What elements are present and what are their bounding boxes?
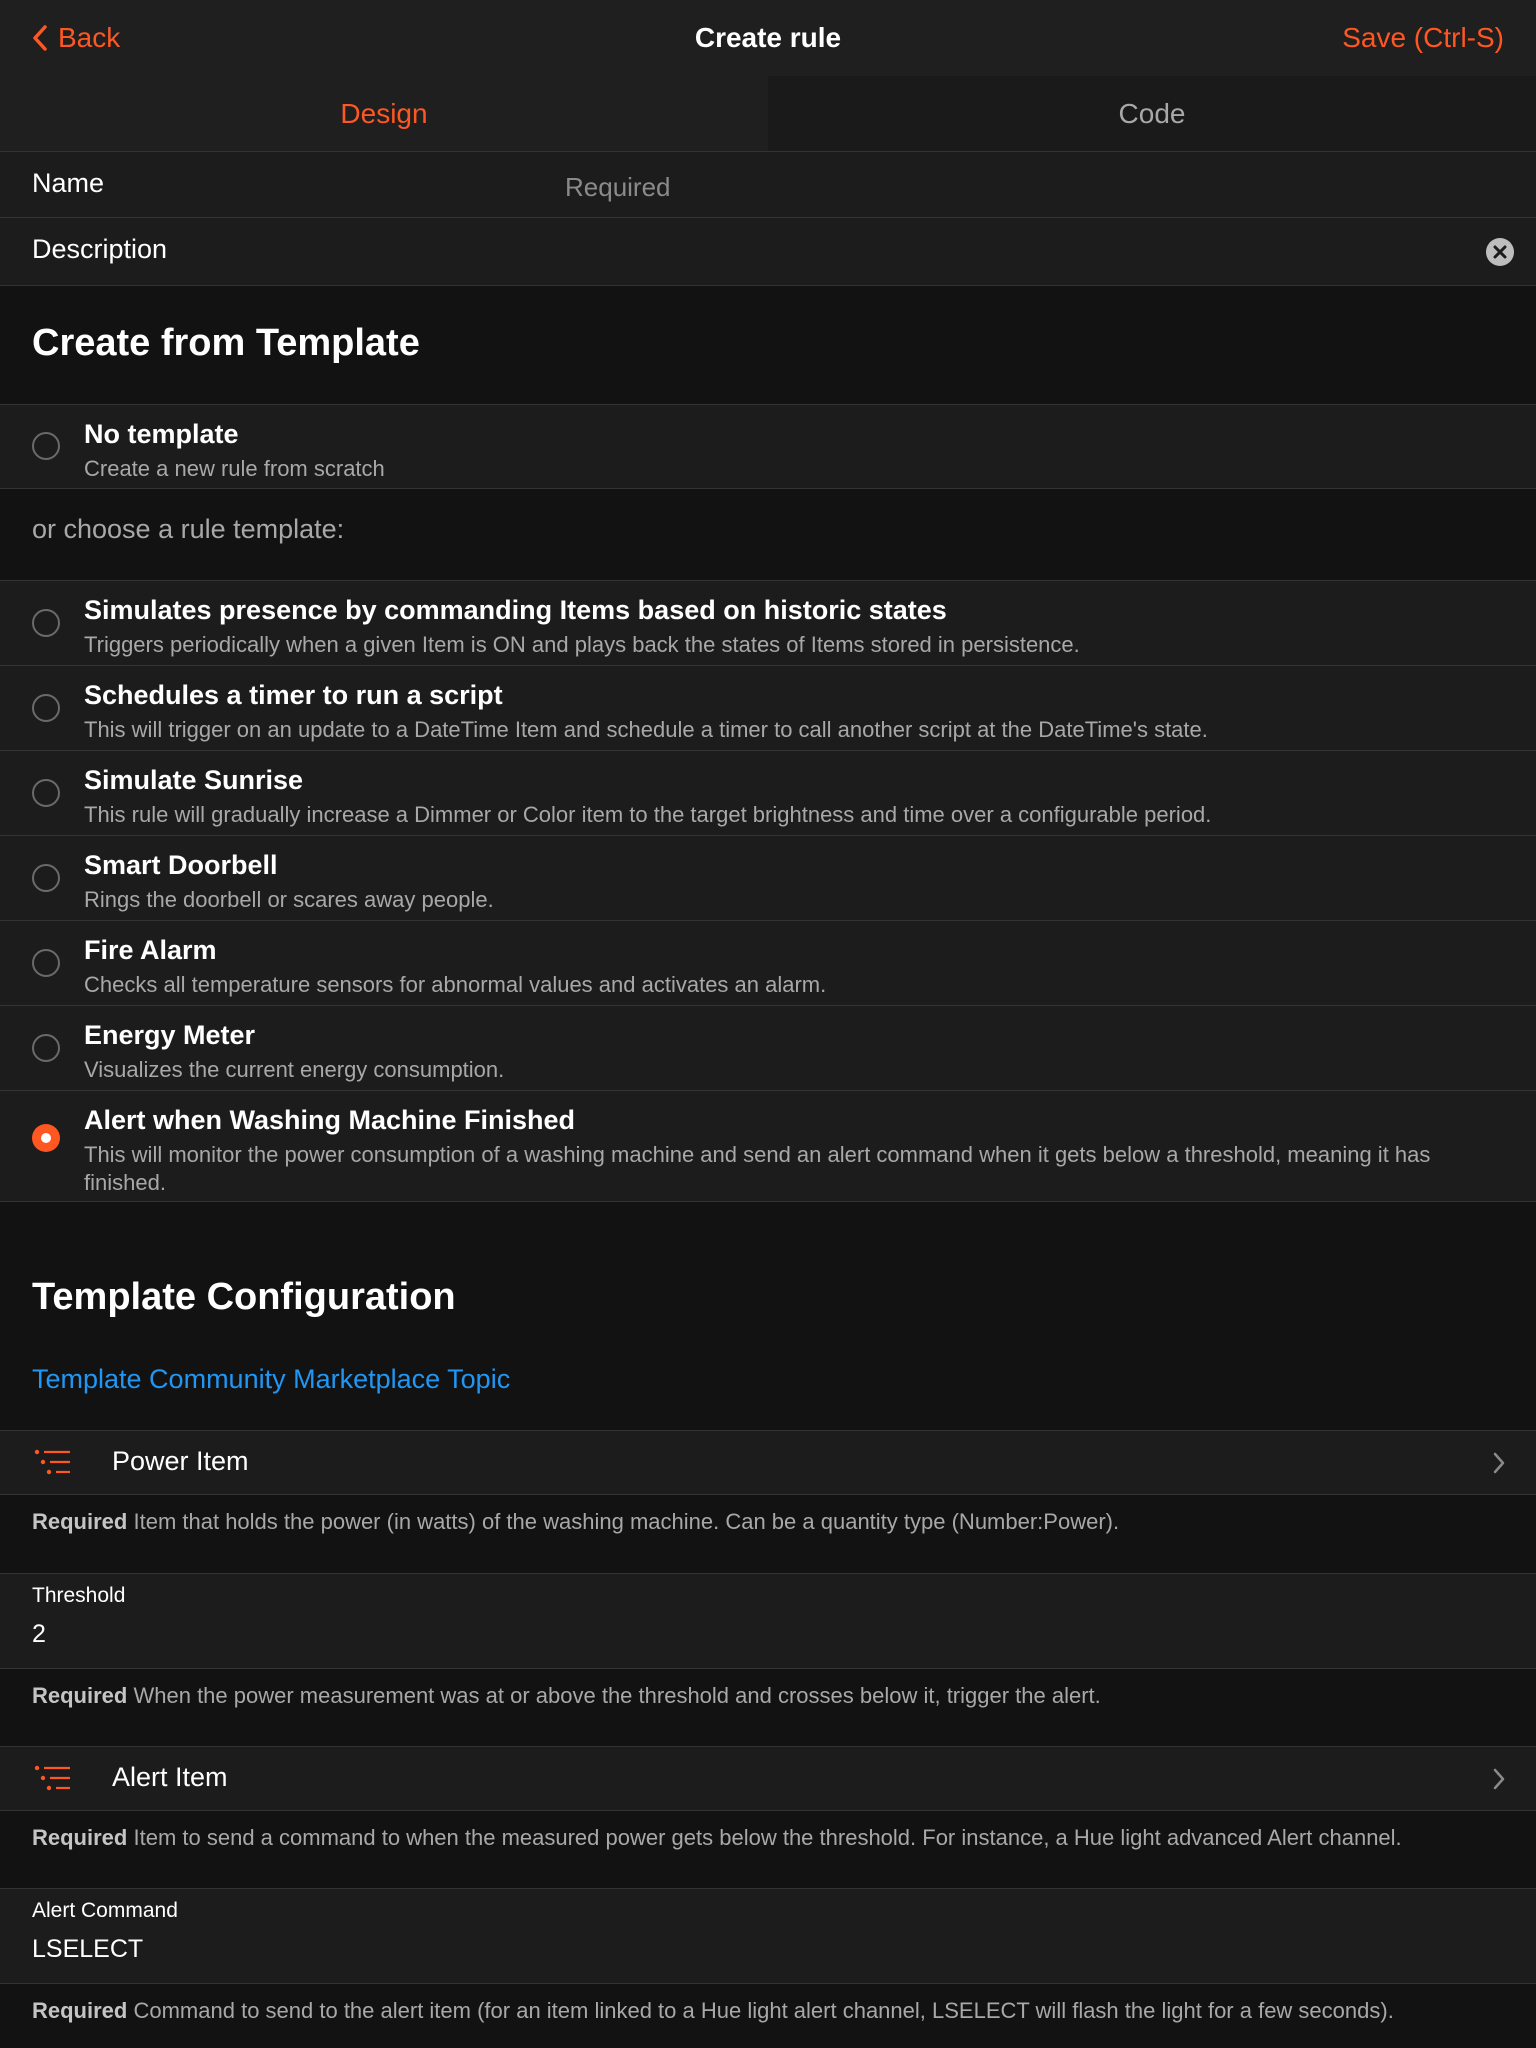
create-from-template-title: Create from Template [32, 322, 420, 364]
template-option[interactable] [0, 1006, 1536, 1091]
threshold-help-text: When the power measurement was at or above the threshold and crosses below it, trigger the alert. [133, 1683, 1101, 1708]
tab-design[interactable]: Design [0, 76, 768, 151]
power-item-row[interactable] [0, 1430, 1536, 1495]
description-row [0, 218, 1536, 286]
threshold-field [0, 1573, 1536, 1669]
template-title: Smart Doorbell [84, 850, 278, 880]
alert-item-help [32, 1825, 1496, 1851]
name-input[interactable] [563, 164, 1467, 210]
required-label: Required [32, 1998, 128, 2023]
page-title: Create rule [694, 22, 842, 53]
list-icon [34, 1449, 72, 1475]
threshold-input[interactable] [32, 1616, 1432, 1652]
choose-template-label: or choose a rule template: [32, 514, 345, 544]
alert-item-row[interactable] [0, 1746, 1536, 1811]
chevron-left-icon [32, 24, 48, 52]
template-description: Visualizes the current energy consumption. [84, 1057, 505, 1082]
radio-button[interactable] [32, 1034, 60, 1062]
template-list [0, 580, 1536, 1202]
name-label: Name [32, 168, 105, 198]
alert-command-help-text: Command to send to the alert item (for an item linked to a Hue light alert channel, LSELECT will flash the light for a few seconds). [133, 1998, 1394, 2023]
required-label: Required [32, 1509, 128, 1534]
radio-button[interactable] [32, 864, 60, 892]
alert-command-input[interactable] [32, 1931, 1432, 1967]
back-label: Back [58, 22, 121, 53]
community-marketplace-link[interactable]: Template Community Marketplace Topic [32, 1364, 511, 1394]
template-option[interactable] [0, 751, 1536, 836]
clear-circle-icon[interactable] [1486, 238, 1514, 266]
threshold-help [32, 1683, 1496, 1709]
tab-bar [0, 76, 1536, 152]
template-description: Checks all temperature sensors for abnormal values and activates an alarm. [84, 972, 827, 997]
alert-command-help [32, 1998, 1496, 2024]
save-button[interactable]: Save (Ctrl-S) [1342, 22, 1504, 53]
template-configuration-title: Template Configuration [32, 1276, 456, 1318]
alert-item-help-text: Item to send a command to when the measured power gets below the threshold. For instance, a Hue light advanced Alert channel. [133, 1825, 1402, 1850]
radio-button[interactable] [32, 432, 60, 460]
template-option[interactable] [0, 581, 1536, 666]
template-title: Fire Alarm [84, 935, 217, 965]
power-item-label: Power Item [112, 1446, 249, 1476]
required-label: Required [32, 1683, 128, 1708]
name-row [0, 152, 1536, 218]
radio-button[interactable] [32, 694, 60, 722]
navbar [0, 0, 1536, 76]
alert-item-label: Alert Item [112, 1762, 228, 1792]
back-button[interactable] [32, 18, 120, 58]
template-description: Triggers periodically when a given Item is ON and plays back the states of Items stored in persistence. [84, 632, 1080, 657]
template-option[interactable] [0, 666, 1536, 751]
threshold-label: Threshold [32, 1584, 126, 1607]
template-title: Simulate Sunrise [84, 765, 304, 795]
template-description: This will trigger on an update to a DateTime Item and schedule a timer to call another script at the DateTime's state. [84, 717, 1208, 742]
radio-button[interactable] [32, 609, 60, 637]
alert-command-field [0, 1888, 1536, 1984]
list-icon [34, 1765, 72, 1791]
tab-code[interactable]: Code [768, 76, 1536, 151]
template-description: Rings the doorbell or scares away people. [84, 887, 494, 912]
template-option-selected[interactable] [0, 1091, 1536, 1202]
chevron-right-icon [1492, 1451, 1506, 1475]
no-template-description: Create a new rule from scratch [84, 456, 385, 481]
alert-command-label: Alert Command [32, 1899, 178, 1922]
required-label: Required [32, 1825, 128, 1850]
template-description: This rule will gradually increase a Dimmer or Color item to the target brightness and time over a configurable period. [84, 802, 1212, 827]
no-template-option[interactable] [0, 404, 1536, 489]
template-title: Schedules a timer to run a script [84, 680, 503, 710]
template-title: Alert when Washing Machine Finished [84, 1105, 576, 1135]
template-title: Simulates presence by commanding Items based on historic states [84, 595, 947, 625]
power-item-help [32, 1509, 1496, 1535]
template-description: This will monitor the power consumption of a washing machine and send an alert command when it gets below a threshold, meaning it has finished. [84, 1142, 1431, 1195]
template-title: Energy Meter [84, 1020, 256, 1050]
chevron-right-icon [1492, 1767, 1506, 1791]
template-option[interactable] [0, 836, 1536, 921]
template-option[interactable] [0, 921, 1536, 1006]
radio-button-checked[interactable] [32, 1124, 60, 1152]
description-label[interactable]: Description [32, 234, 168, 264]
radio-button[interactable] [32, 779, 60, 807]
power-item-help-text: Item that holds the power (in watts) of the washing machine. Can be a quantity type (Number:Power). [133, 1509, 1120, 1534]
radio-button[interactable] [32, 949, 60, 977]
no-template-title: No template [84, 419, 239, 449]
